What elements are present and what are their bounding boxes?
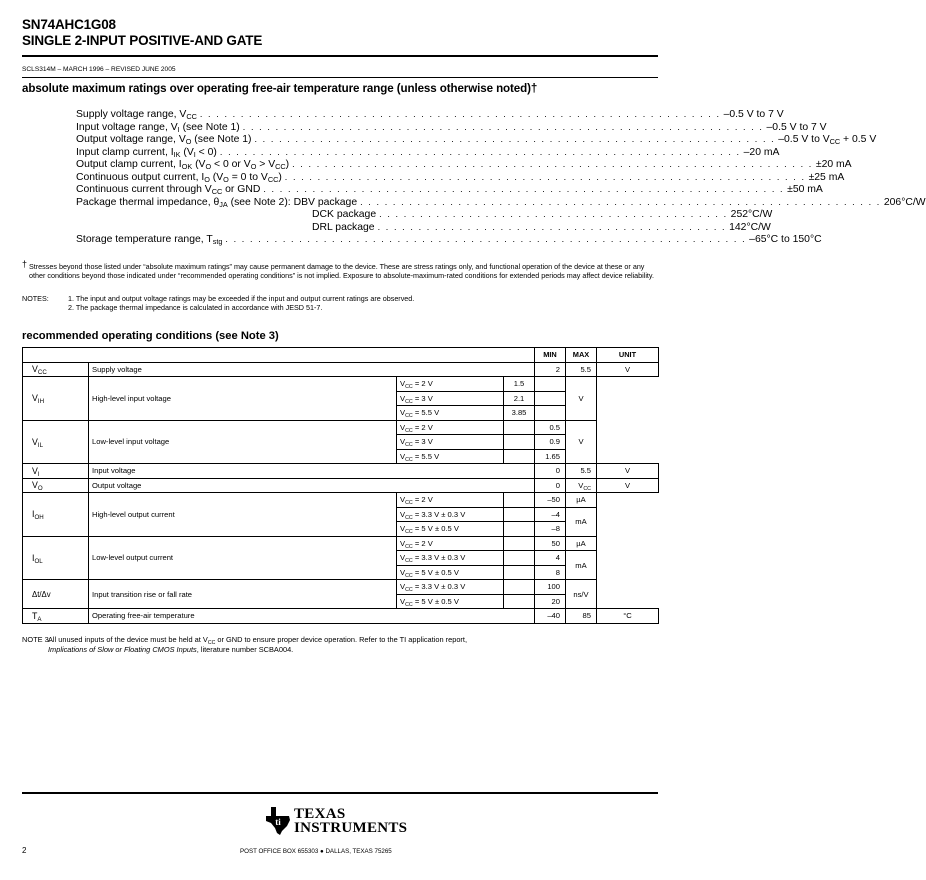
table-row: Δt/Δv Input transition rise or fall rate $V_{CC} = 3.3$ V ± 0.3 V 100 ns/V xyxy=(23,580,659,595)
page-number: 2 xyxy=(22,846,27,855)
table-row: $I_{OH}$ High-level output current $V_{CC} = 2$ V –50 µA xyxy=(23,493,659,508)
abs-max-value: –0.5 V to 7 V xyxy=(723,109,784,120)
table-header-row xyxy=(23,348,659,363)
abs-max-row: Continuous output current, $I_O$ ($V_O = 0$ to $V_{CC}$) . . . . . . . . . . . . . . . . . . . . . . . . . . . . . . . . . . . . . . . . . . . . . . . . . . . . . . . . . . . . . . . . ±25 mA xyxy=(76,171,845,184)
abs-max-row: Supply voltage range, $V_{CC}$ . . . . . . . . . . . . . . . . . . . . . . . . . . . . . . . . . . . . . . . . . . . . . . . . . . . . . . . . . . . . . . . . –0.5 V to 7 V xyxy=(76,109,784,121)
col-min: MIN xyxy=(535,348,566,363)
abs-max-row: Continuous current through $V_{CC}$ or GND . . . . . . . . . . . . . . . . . . . . . . . . . . . . . . . . . . . . . . . . . . . . . . . . . . . . . . . . . . . . . . . . ±50 mA xyxy=(76,184,823,196)
abs-max-row: Input clamp current, $I_{IK}$ $(V_I < 0)$ . . . . . . . . . . . . . . . . . . . . . . . . . . . . . . . . . . . . . . . . . . . . . . . . . . . . . . . . . . . . . . . . –20 mA xyxy=(76,146,780,159)
notes-block xyxy=(22,294,658,312)
table-row: $V_{CC} = 5$ V ± 0.5 V 8 xyxy=(23,565,659,580)
logo-word-instruments: INSTRUMENTS xyxy=(294,820,408,836)
abs-max-title: absolute maximum ratings over operating free-air temperature range (unless otherwise noted)† xyxy=(22,82,538,95)
note-2: 2. The package thermal impedance is calculated in accordance with JESD 51-7. xyxy=(68,303,323,313)
roc-title: recommended operating conditions (see Note 3) xyxy=(22,330,279,342)
table-row: $V_{CC}$ Supply voltage 2 5.5 V xyxy=(23,362,659,377)
device-subtitle: SINGLE 2-INPUT POSITIVE-AND GATE xyxy=(22,33,263,48)
table-row: $V_O$ Output voltage 0 $V_{CC}$ V xyxy=(23,478,659,493)
abs-max-value: 206°C/W xyxy=(883,196,926,208)
footnote-mark: † xyxy=(22,259,28,269)
abs-max-row: DCK package . . . . . . . . . . . . . . . . . . . . . . . . . . . . . . . . . . . . . . . . . . . 252°C/W xyxy=(312,209,773,220)
abs-max-value: 142°C/W xyxy=(729,221,771,233)
roc-table xyxy=(22,347,659,624)
notes-label: NOTES: xyxy=(22,294,49,303)
table-row: $V_{CC} = 5.5$ V 3.85 xyxy=(23,406,659,421)
svg-text:ti: ti xyxy=(275,817,281,827)
logo-word-texas: TEXAS xyxy=(294,806,346,822)
document-header xyxy=(22,17,262,49)
abs-max-value: –0.5 V to $V_{CC} + 0.5$ V xyxy=(778,134,877,146)
table-row: $V_{CC} = 5$ V ± 0.5 V 20 xyxy=(23,594,659,609)
abs-max-value: –20 mA xyxy=(743,146,780,158)
col-max: MAX xyxy=(566,348,597,363)
abs-max-row: Input voltage range, $V_I$ (see Note 1) . . . . . . . . . . . . . . . . . . . . . . . . . . . . . . . . . . . . . . . . . . . . . . . . . . . . . . . . . . . . . . . . –0.5 V to 7 V xyxy=(76,121,827,134)
note-3: NOTE 3: All unused inputs of the device must be held at $V_{CC}$ or GND to ensure proper device operation. Refer to the TI application report, Implications of Slow or Floating CMOS Inputs, literature number SCBA004. xyxy=(22,635,468,654)
ti-logo xyxy=(265,806,407,836)
footer-rule xyxy=(22,792,658,794)
abs-max-row: DRL package . . . . . . . . . . . . . . . . . . . . . . . . . . . . . . . . . . . . . . . . . . . 142°C/W xyxy=(312,221,771,233)
abs-max-row: Output voltage range, $V_O$ (see Note 1) . . . . . . . . . . . . . . . . . . . . . . . . . . . . . . . . . . . . . . . . . . . . . . . . . . . . . . . . . . . . . . . . –0.5 V to $V_{CC} + 0.5$ V xyxy=(76,134,877,146)
header-thin-rule xyxy=(22,77,658,78)
abs-max-row: Storage temperature range, $T_{stg}$ . . . . . . . . . . . . . . . . . . . . . . . . . . . . . . . . . . . . . . . . . . . . . . . . . . . . . . . . . . . . . . . . –65°C to 150°C xyxy=(76,234,822,246)
table-row: $V_{IH}$ High-level input voltage $V_{CC} = 2$ V 1.5 V xyxy=(23,377,659,392)
table-row: $V_{CC} = 3.3$ V ± 0.3 V 4 mA xyxy=(23,551,659,566)
abs-max-value: –65°C to 150°C xyxy=(749,234,822,245)
part-number: SN74AHC1G08 xyxy=(22,17,116,32)
table-row: $I_{OL}$ Low-level output current $V_{CC} = 2$ V 50 µA xyxy=(23,536,659,551)
header-rule xyxy=(22,55,658,57)
abs-max-value: –0.5 V to 7 V xyxy=(766,121,827,133)
abs-max-value: ±25 mA xyxy=(808,171,845,183)
abs-max-row: Output clamp current, $I_{OK}$ ($V_O < 0$ or $V_O > V_{CC}$) . . . . . . . . . . . . . . . . . . . . . . . . . . . . . . . . . . . . . . . . . . . . . . . . . . . . . . . . . . . . . . . . ±20 mA xyxy=(76,159,852,171)
table-row: $V_{CC} = 5$ V ± 0.5 V –8 xyxy=(23,522,659,537)
table-row: $T_A$ Operating free-air temperature –40 85 °C xyxy=(23,609,659,624)
document-id: SCLS314M – MARCH 1996 – REVISED JUNE 2005 xyxy=(22,66,176,73)
table-row: $V_{CC} = 3.3$ V ± 0.3 V –4 mA xyxy=(23,507,659,522)
table-row: $V_I$ Input voltage 0 5.5 V xyxy=(23,464,659,479)
table-row: $V_{CC} = 5.5$ V 1.65 xyxy=(23,449,659,464)
abs-max-value: ±50 mA xyxy=(787,184,823,195)
table-row: $V_{CC} = 3$ V 2.1 xyxy=(23,391,659,406)
note-1: 1. The input and output voltage ratings may be exceeded if the input and output current ratings are observed. xyxy=(68,294,415,303)
table-row: $V_{CC} = 3$ V 0.9 xyxy=(23,435,659,450)
table-row: $V_{IL}$ Low-level input voltage $V_{CC} = 2$ V 0.5 V xyxy=(23,420,659,435)
texas-state-icon xyxy=(265,806,291,836)
col-unit: UNIT xyxy=(597,348,659,363)
abs-max-value: 252°C/W xyxy=(730,209,773,220)
footer-address: POST OFFICE BOX 655303 ● DALLAS, TEXAS 75265 xyxy=(240,848,392,855)
abs-max-list xyxy=(76,108,926,246)
abs-max-footnote: † Stresses beyond those listed under “absolute maximum ratings” may cause permanent damage to the device. These are stress ratings only, and functional operation of the device at these or any other conditions beyond those indicated under “recommended operating conditions” is not implied. Exposure to absolute-maximum-rated conditions for extended periods may affect device reliability. xyxy=(22,259,654,281)
abs-max-value: ±20 mA xyxy=(815,159,852,170)
note-3-label: NOTE 3: xyxy=(22,635,51,644)
abs-max-row: Package thermal impedance, $\theta_{JA}$ (see Note 2): DBV package . . . . . . . . . . . . . . . . . . . . . . . . . . . . . . . . . . . . . . . . . . . . . . . . . . . . . . . . . . . . . . . . 206°C/W xyxy=(76,196,926,209)
